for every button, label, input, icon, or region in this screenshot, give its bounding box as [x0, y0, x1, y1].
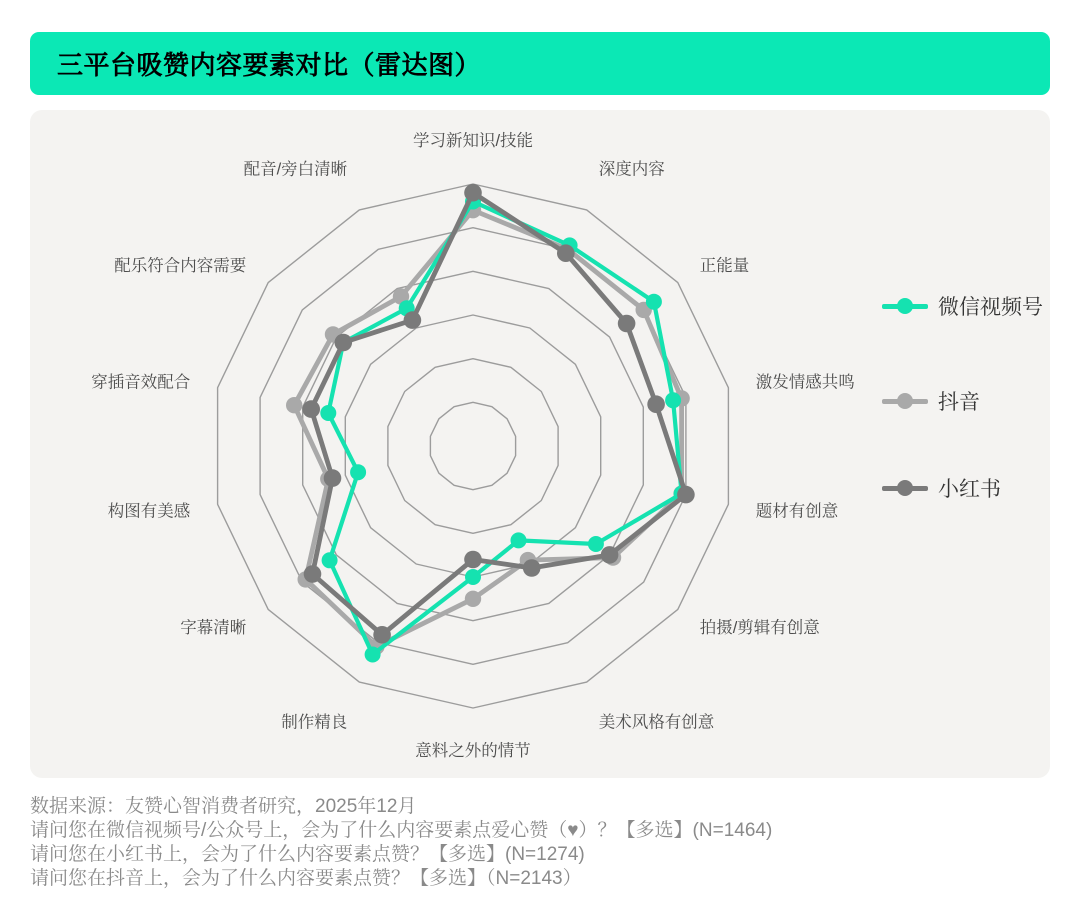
radar-chart-card: [30, 110, 1050, 778]
axis-label-11: 穿插音效配合: [91, 373, 191, 392]
data-point-微信视频号-10: [350, 464, 366, 480]
data-point-小红书-9: [304, 565, 322, 583]
axis-label-5: 拍摄/剪辑有创意: [699, 618, 820, 637]
legend-label: 小红书: [938, 478, 1001, 501]
footnote-line-3: 请问您在小红书上，会为了什么内容要素点赞？【多选】(N=1274): [30, 844, 585, 865]
grid-ring-6: [218, 184, 729, 708]
data-point-小红书-3: [647, 395, 665, 413]
legend-item-微信视频号: [882, 293, 1043, 319]
data-point-微信视频号-9: [322, 552, 338, 568]
legend-item-小红书: [882, 475, 1001, 501]
footnote-line-1: 数据来源：友赞心智消费者研究，2025年12月: [30, 796, 417, 817]
axis-label-0: 学习新知识/技能: [412, 132, 534, 150]
data-point-小红书-1: [557, 244, 575, 262]
data-point-微信视频号-8: [365, 647, 381, 663]
data-point-小红书-13: [404, 311, 422, 329]
data-point-小红书-7: [464, 551, 482, 569]
axis-label-3: 激发情感共鸣: [755, 373, 855, 392]
legend-item-抖音: [882, 388, 980, 414]
data-point-小红书-11: [302, 400, 320, 418]
data-point-小红书-0: [464, 184, 482, 202]
series-line-抖音: [294, 210, 681, 646]
axis-label-12: 配乐符合内容需要: [114, 257, 247, 276]
data-point-微信视频号-5: [588, 536, 604, 552]
radar-chart: [30, 110, 1050, 778]
data-point-小红书-5: [601, 546, 619, 564]
axis-label-9: 字幕清晰: [180, 618, 247, 637]
legend-marker-icon: [882, 293, 928, 319]
axis-label-1: 深度内容: [598, 160, 665, 179]
data-point-抖音-11: [286, 397, 302, 413]
legend-label: 微信视频号: [938, 296, 1043, 319]
data-point-小红书-12: [335, 334, 353, 352]
legend-marker-icon: [882, 475, 928, 501]
axis-label-13: 配音/旁白清晰: [243, 160, 348, 179]
data-point-微信视频号-3: [665, 392, 681, 408]
axis-label-4: 题材有创意: [755, 502, 839, 521]
legend-marker-icon: [882, 388, 928, 414]
source-footnotes: [30, 795, 1040, 891]
footnote-line-2: 请问您在微信视频号/公众号上，会为了什么内容要素点爱心赞（♥）？【多选】(N=1464): [30, 820, 773, 841]
legend-label: 抖音: [938, 391, 980, 414]
data-point-小红书-8: [373, 626, 391, 644]
page-title: 三平台吸赞内容要素对比（雷达图）: [57, 50, 482, 80]
axis-label-7: 意料之外的情节: [415, 742, 531, 760]
axis-label-8: 制作精良: [281, 713, 348, 732]
data-point-小红书-10: [324, 469, 342, 487]
data-point-微信视频号-11: [320, 405, 336, 421]
axis-label-6: 美术风格有创意: [598, 713, 715, 732]
axis-label-2: 正能量: [699, 257, 750, 276]
data-point-小红书-4: [677, 486, 695, 504]
data-point-小红书-2: [618, 315, 636, 333]
data-point-抖音-7: [465, 591, 481, 607]
grid-ring-1: [430, 402, 515, 489]
data-point-小红书-6: [523, 559, 541, 577]
data-point-微信视频号-7: [465, 569, 481, 585]
data-point-微信视频号-6: [511, 532, 527, 548]
title-banner: [30, 32, 1050, 95]
series-line-微信视频号: [328, 202, 681, 655]
grid-ring-3: [345, 315, 600, 577]
data-point-微信视频号-2: [646, 294, 662, 310]
footnote-line-4: 请问您在抖音上，会为了什么内容要素点赞？【多选】（N=2143）: [30, 868, 582, 889]
axis-label-10: 构图有美感: [107, 502, 191, 521]
series-line-小红书: [311, 193, 686, 635]
grid-ring-2: [388, 359, 558, 534]
